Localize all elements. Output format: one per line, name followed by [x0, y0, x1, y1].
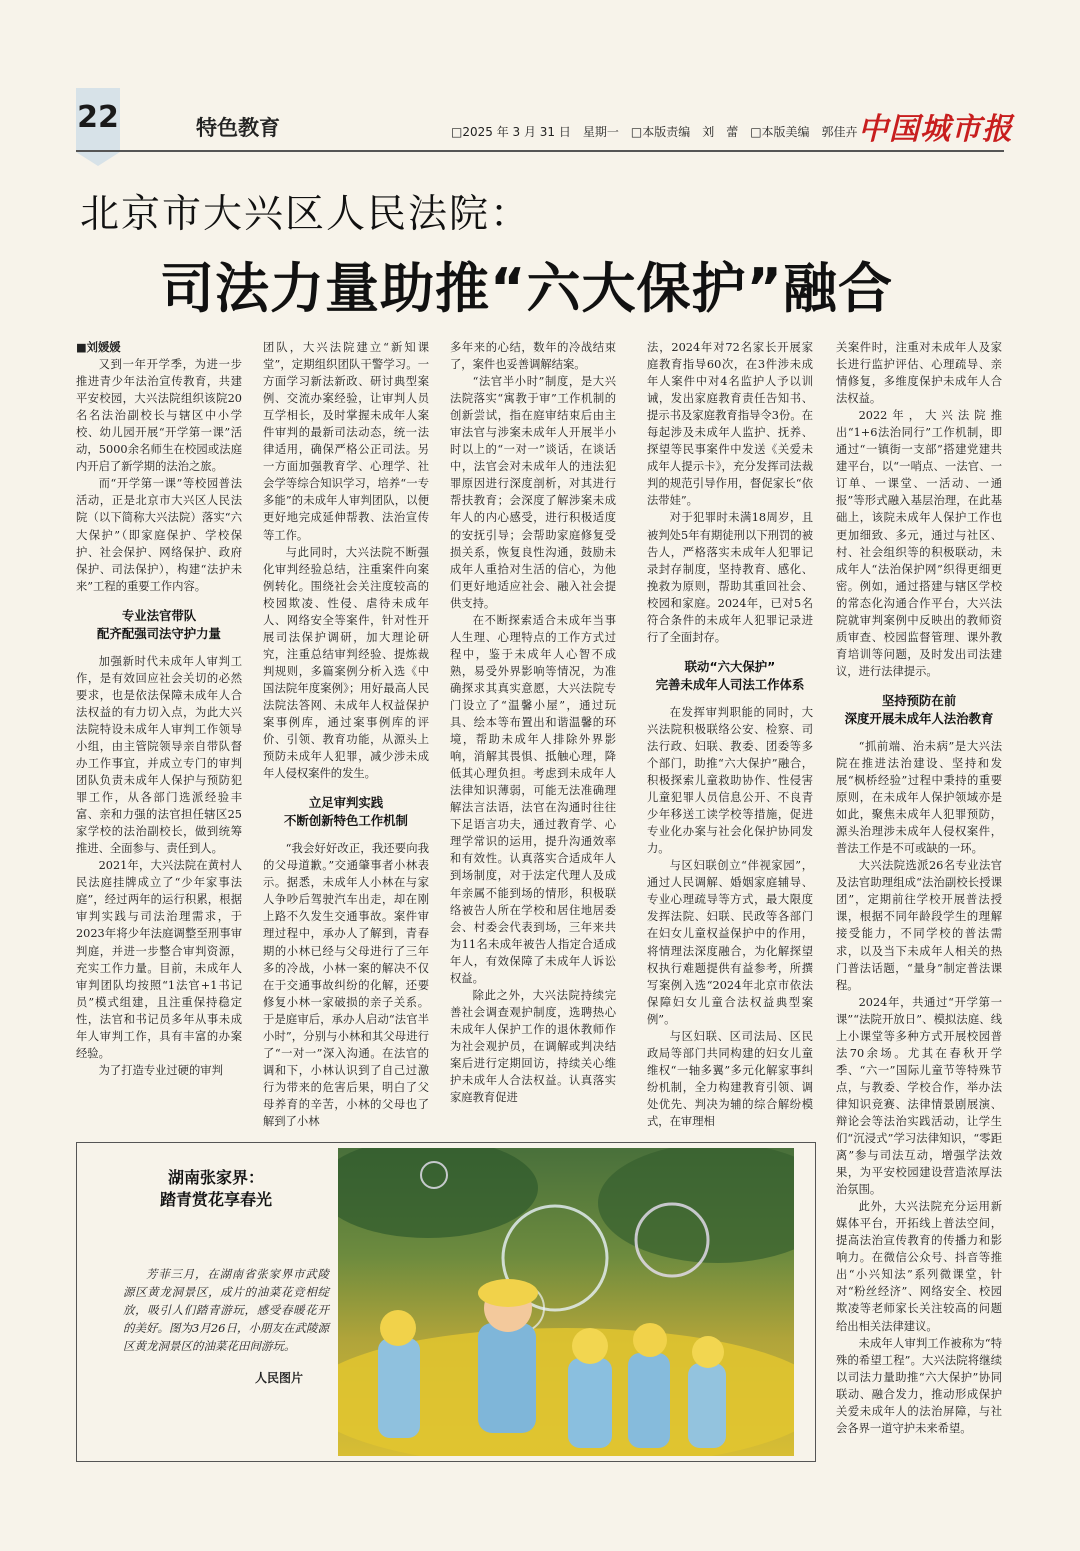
paragraph: 除此之外，大兴法院持续完善社会调查观护制度，选聘热心未成年人保护工作的退休教师作为社会观护员，在调解或判决结案后进行定期回访，持续关心维护未成年人合法权益。认真落实家庭教育促进 [450, 988, 616, 1105]
article-column-4 [647, 339, 813, 1130]
photo-feature-box [76, 1142, 816, 1462]
article-column-1 [76, 339, 242, 1079]
photo-caption: 芳菲三月，在湖南省张家界市武陵源区黄龙洞景区，成片的油菜花竞相绽放，吸引人们踏青游玩，感受春暖花开的美好。图为3月26日，小朋友在武陵源区黄龙洞景区的油菜花田间游玩。 [123, 1267, 329, 1353]
paragraph: 法，2024年对72名家长开展家庭教育指导60次，在3件涉未成年人案件中对4名监护人予以训诫，发出家庭教育责任告知书、提示书及家庭教育指导令3份。在每起涉及未成年人监护、抚养、探望等民事案件中发送《关爱未成年人提示卡》，充分发挥司法裁判的规范引导作用，督促家长“依法带娃”。 [647, 341, 813, 508]
paragraph: 加强新时代未成年人审判工作，是有效回应社会关切的必然要求，也是依法保障未成年人合法权益的有力切入点，为此大兴法院特设未成年人审判工作领导小组，由主管院领导亲自带队督办工作事宜，并成立专门的审判团队负责未成年人保护与预防犯罪工作，从各部门选派经验丰富、亲和力强的法官担任辖区25家学校的法治副校长，做到统筹推进、全面参与、责任到人。 [76, 654, 242, 856]
article-column-3 [450, 339, 616, 1106]
subheading: 联动“六大保护” 完善未成年人司法工作体系 [655, 658, 805, 692]
news-photo [338, 1148, 794, 1456]
paragraph: 团队，大兴法院建立“新知课堂”，定期组织团队干警学习。一方面学习新法新政、研讨典型案例、交流办案经验，让审判人员互学相长，及时掌握未成年人案件审判的最新司法动态，统一法律适用，确保严格公正司法。另一方面加强教育学、心理学、社会学等综合知识学习，培养“一专多能”的未成年人审判团队，以便更好地完成延伸帮教、法治宣传等工作。 [263, 341, 429, 542]
photo-credit: 人民图片 [255, 1371, 304, 1385]
byline: ■刘媛媛 [76, 341, 121, 354]
paragraph: 2022年，大兴法院推出“1+6法治同行”工作机制，即通过“一镇街一支部”搭建党建共建平台，以“一哨点、一法官、一订单、一课堂、一活动、一通报”等形式融入基层治理，在此基础上，该院未成年人保护工作也更加细致、多元，通过与社区、村、社会组织等的积极联动，未成年人“法治保护网”织得更细更密。例如，通过搭建与辖区学校的常态化沟通合作平台，大兴法院就审判案例中反映出的教师资质审查、校园监督管理、课外教育培训等问题，及时发出司法建议，进行法律提示。 [836, 409, 1002, 678]
paragraph: 2021年，大兴法院在黄村人民法庭挂牌成立了“少年家事法庭”，经过两年的运行积累，根据审判实践与司法治理需求，于2023年将少年法庭调整至刑事审判庭，并进一步整合审判资源，充实工作力量。目前，未成年人审判团队均按照“1法官+1书记员”模式组建，且注重保持稳定性，法官和书记员多年从事未成年人审判工作，具有丰富的办案经验。 [76, 859, 242, 1060]
paragraph: 在不断探索适合未成年当事人生理、心理特点的工作方式过程中，鉴于未成年人心智不成熟，易受外界影响等情况，为准确探求其真实意愿，大兴法院专门设立了“温馨小屋”，通过玩具、绘本等布置出和谐温馨的环境，帮助未成年人排除外界影响，消解其畏惧、抵触心理，降低其心理负担。考虑到未成年人法律知识薄弱，可能无法准确理解法言法语，法官在沟通时往往下足语言功夫，通过教育学、心理学常识的运用，提升沟通效率和有效性。认真落实合适成年人到场制度，对于法定代理人及成年亲属不能到场的情形，积极联络被告人所在学校和居住地居委会、村委会代表到场，三年来共为11名未成年被告人指定合适成年人，有效保障了未成年人诉讼权益。 [450, 613, 616, 985]
page-number: 22 [77, 100, 119, 135]
article-column-2 [263, 339, 429, 1130]
paragraph: “抓前端、治未病”是大兴法院在推进法治建设、坚持和发展“枫桥经验”过程中秉持的重要原则，在未成年人保护领域亦是如此，聚焦未成年人犯罪预防，源头治理涉未成年人侵权案件，普法工作是不可或缺的一环。 [836, 739, 1002, 856]
headline-line-1: 北京市大兴区人民法院： [80, 192, 532, 237]
headline-line-2: 司法力量助推“六大保护”融合 [160, 257, 893, 320]
paragraph: 大兴法院选派26名专业法官及法官助理组成“法治副校长授课团”，定期前往学校开展普法授课，根据不同年龄段学生的理解接受能力，不同学校的普法需求，以及当下未成年人相关的热门普法话题，“量身”制定普法课程。 [836, 859, 1002, 992]
subheading: 坚持预防在前 深度开展未成年人法治教育 [844, 692, 994, 726]
paragraph: 又到一年开学季，为进一步推进青少年法治宣传教育，共建平安校园，大兴法院组织该院20名名法治副校长与辖区中小学校、幼儿园开展“开学第一课”活动，5000余名师生在校园或法庭内开启了新学期的法治之旅。 [76, 358, 242, 474]
paragraph: “我会好好改正，我还要向我的父母道歉。”交通肇事者小林表示。据悉，未成年人小林在与家人争吵后驾驶汽车出走，却在刚上路不久发生交通事故。案件审理过程中，承办人了解到，青春期的小林已经与父母进行了三年多的冷战，小林一案的解决不仅在于交通事故纠纷的化解，还要修复小林一家破损的亲子关系。于是庭审后，承办人启动“法官半小时”，分别与小林和其父母进行了“一对一”深入沟通。在法官的调和下，小林认识到了自己过激行为带来的危害后果，明白了父母养育的辛苦，小林的父母也了解到了小林 [263, 842, 429, 1128]
paragraph: 此外，大兴法院充分运用新媒体平台，开拓线上普法空间，提高法治宣传教育的传播力和影响力。在微信公众号、抖音等推出“小兴知法”系列微课堂，针对“粉丝经济”、网络安全、校园欺凌等老师家长关注较高的问题给出相关法律建议。 [836, 1200, 1002, 1333]
paragraph: 在发挥审判职能的同时，大兴法院积极联络公安、检察、司法行政、妇联、教委、团委等多个部门，助推“六大保护”融合，积极探索儿童救助协作、性侵害儿童犯罪人员信息公开、不良青少年移送工读学校等措施，促进专业化办案与社会化保护协同发力。 [647, 705, 813, 856]
paragraph: 对于犯罪时未满18周岁，且被判处5年有期徒刑以下刑罚的被告人，严格落实未成年人犯罪记录封存制度，坚持教育、感化、挽救为原则，帮助其重回社会、校园和家庭。2024年，已对5名符合条件的未成年人犯罪记录进行了全面封存。 [647, 511, 813, 644]
paragraph: 2024年，共通过“开学第一课”“法院开放日”、模拟法庭、线上小课堂等多种方式开展校园普法70余场。尤其在春秋开学季、“六一”国际儿童节等特殊节点，与教委、学校合作，举办法律知识竞赛、法律情景剧展演、辩论会等法治实践活动，让学生们“沉浸式”学习法律知识，“零距离”参与司法互动，增强学法效果，为平安校园建设营造浓厚法治氛围。 [836, 995, 1002, 1197]
paragraph: 与区妇联创立“伴视家园”，通过人民调解、婚姻家庭辅导、专业心理疏导等方式，最大限度发挥法院、妇联、民政等各部门在妇女儿童权益保护中的作用，将情理法深度融合，为化解探望权执行难题提供有益参考，所撰写案例入选“2024年北京市依法保障妇女儿童合法权益典型案例”。 [647, 859, 813, 1026]
article-column-5 [836, 339, 1002, 1437]
issue-info: □2025 年 3 月 31 日 星期一 □本版责编 刘 蕾 □本版美编 郭佳卉 [451, 125, 858, 139]
photo-title: 湖南张家界： 踏青赏花享春光 [159, 1168, 272, 1209]
newspaper-logo: 中国城市报 [858, 112, 1013, 147]
paragraph: 与区妇联、区司法局、区民政局等部门共同构建的妇女儿童维权“一轴多翼”多元化解家事纠纷机制，全力构建教育引领、调处优先、判决为辅的综合解纷模式，在审理相 [647, 1029, 813, 1128]
paragraph: 与此同时，大兴法院不断强化审判经验总结，注重案件向案例转化。围绕社会关注度较高的校园欺凌、性侵、虐待未成年人、网络安全等案件，针对性开展司法保护调研，加大理论研究，注重总结审判经验、提炼裁判规则，多篇案例分析入选《中国法院年度案例》；用好最高人民法院法答网、未成年人权益保护案事例库，通过案事例库的评价、引领、教育功能，从源头上预防未成年人犯罪，减少涉未成年人侵权案件的发生。 [263, 545, 429, 781]
paragraph: 未成年人审判工作被称为“特殊的希望工程”。大兴法院将继续以司法力量助推“六大保护”协同联动、融合发力，推动形成保护关爱未成年人的法治屏障，与社会各界一道守护未来希望。 [836, 1336, 1002, 1435]
photo-scene [338, 1148, 794, 1456]
section-title: 特色教育 [196, 116, 280, 140]
header-rule [76, 150, 1004, 152]
paragraph: 而“开学第一课”等校园普法活动，正是北京市大兴区人民法院（以下简称大兴法院）落实“六大保护”（即家庭保护、学校保护、社会保护、网络保护、政府保护、司法保护），构建“法护未来”工程的重要工作内容。 [76, 477, 242, 593]
paragraph: “法官半小时”制度，是大兴法院落实“寓教于审”工作机制的创新尝试，指在庭审结束后由主审法官与涉案未成年人开展半小时以上的“一对一”谈话，在谈话中，法官会对未成年人的违法犯罪原因进行深度剖析，对其进行帮扶教育；会深度了解涉案未成年人的内心感受，进行积极适度的安抚引导；会帮助家庭修复受损关系，恢复良性沟通，鼓励未成年人重拾对生活的信心，为他们更好地适应社会、融入社会提供支持。 [450, 375, 616, 610]
subheading: 立足审判实践 不断创新特色工作机制 [284, 795, 408, 829]
paragraph: 关案件时，注重对未成年人及家长进行监护评估、心理疏导、亲情修复，多维度保护未成年人合法权益。 [836, 341, 1002, 406]
subheading: 专业法官带队 配齐配强司法守护力量 [97, 607, 221, 641]
paragraph: 多年来的心结，数年的冷战结束了，案件也妥善调解结案。 [450, 341, 616, 372]
paragraph: 为了打造专业过硬的审判 [98, 1063, 223, 1077]
